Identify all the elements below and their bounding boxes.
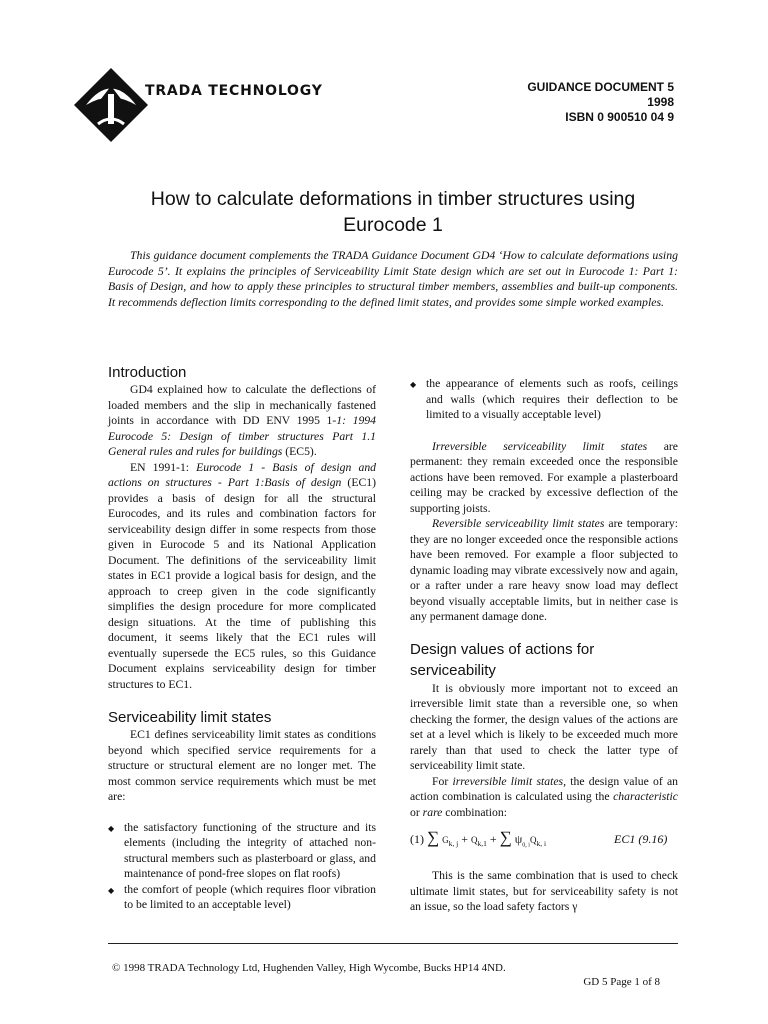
section-heading-serviceability: Serviceability limit states [108,709,272,726]
page-number: GD 5 Page 1 of 8 [583,976,660,988]
equation-1: (1) ∑ $G_{k, j} + Q_{k,1}$ + ∑ $\psi_{0, i}Q_{k, i}$ EC1 (9.16) [410,828,668,849]
design-values-paragraph-3: This is the same combination that is used to check ultimate limit states, but for serviceability safety is not an issue, so the load safety factors γ [410,869,678,913]
doc-year: 1998 [647,95,674,109]
requirements-list-continued [410,376,678,423]
abstract: This guidance document complements the TRADA Guidance Document GD4 ‘How to calculate deformations using Eurocode 5’. It explains the principles of Serviceability Limit State design which are set out in Eurocode 1: Part 1: Basis of Design, and how to apply these principles to structural timber members, assemblies and built-up components. It recommends deflection limits corresponding to the defined limit states, and provides some simple worked examples. [108,248,678,309]
section-heading-introduction: Introduction [108,364,187,381]
design-values-paragraph-2: For irreversible limit states, the design value of an action combination is calculated using the characteristic or rare combination: [410,774,678,819]
doc-series: GUIDANCE DOCUMENT 5 [527,80,674,94]
document-info [527,80,674,125]
right-column [410,376,678,915]
footer-divider [108,943,678,944]
reversible-paragraph: Reversible serviceability limit states are temporary: they are no longer exceeded once the responsible actions have been removed. For example a floor subjected to dynamic loading may vibrate excessively now and again, or a rafter under a rare heavy snow load may deflect beyond visually acceptable limits, but in neither case is any permanent damage done. [410,517,678,623]
sum-symbol: ∑ [499,828,512,847]
equation-reference: EC1 (9.16) [614,832,668,846]
sum-symbol: ∑ [427,828,440,847]
list-item: ◆ the satisfactory functioning of the structure and its elements (including the integrity of attached non-structural members such as plasterboard or glass, and maintenance of pond-free slopes on flat roofs) [108,820,376,880]
intro-paragraph-1: GD4 explained how to calculate the deflections of loaded members and the slip in mechanically fastened joints in accordance with DD ENV 1995 1-1: 1994 Eurocode 5: Design of timber structures Part 1.1 General rules and rules for buildings (EC5). [108,383,376,458]
irreversible-paragraph: Irreversible serviceability limit states are permanent: they remain exceeded once the responsible actions have been removed. For example a plasterboard ceiling may be cracked by excessive deflection of the supporting joists. [410,439,678,515]
intro-paragraph-2: EN 1991-1: Eurocode 1 - Basis of design and actions on structures - Part 1:Basis of design (EC1) provides a basis of design for all the structural Eurocodes, and its rules and combination factors for serviceability design differ in some respects from those given in Eurocode 5 and its National Application Document. The definitions of the serviceability limit states in EC1 provide a logical basis for design, and the approach to creep given in the code significantly simplifies the design procedure for more complicated design situations. At the time of publishing this document, it seems likely that the EC1 rules will eventually supersede the EC5 rules, so this Guidance Document explains serviceability design for timber structures to EC1. [108,460,377,691]
trada-logo-icon [72,66,150,144]
sls-paragraph-1: EC1 defines serviceability limit states as conditions beyond which specified service requirements for a structure or structural element are no longer met. The most common service requirements which must be met are: [108,728,376,803]
requirements-list [108,820,376,913]
bullet-icon: ◆ [108,885,115,895]
list-item: ◆ the comfort of people (which requires floor vibration to be limited to an acceptable level) [108,882,376,911]
left-column [108,363,376,913]
page-title: How to calculate deformations in timber structures using Eurocode 1 [150,188,636,236]
bullet-icon: ◆ [108,823,115,833]
list-item: ◆ the appearance of elements such as roofs, ceilings and walls (which requires their deflection to be limited to a visually acceptable level) [410,377,678,421]
copyright-notice: © 1998 TRADA Technology Ltd, Hughenden Valley, High Wycombe, Bucks HP14 4ND. [112,962,506,974]
doc-isbn: ISBN 0 900510 04 9 [565,110,674,124]
section-heading-design-values: Design values of actions for serviceability [410,640,595,679]
logo-wordmark: TRADA TECHNOLOGY [145,83,323,99]
bullet-icon: ◆ [410,380,417,389]
design-values-paragraph-1: It is obviously more important not to exceed an irreversible limit state than a reversible one, so when checking the former, the design values of the actions are set at a level which is likely to be exceeded much more rarely than that used to check the latter type of serviceability limit state. [410,681,678,772]
